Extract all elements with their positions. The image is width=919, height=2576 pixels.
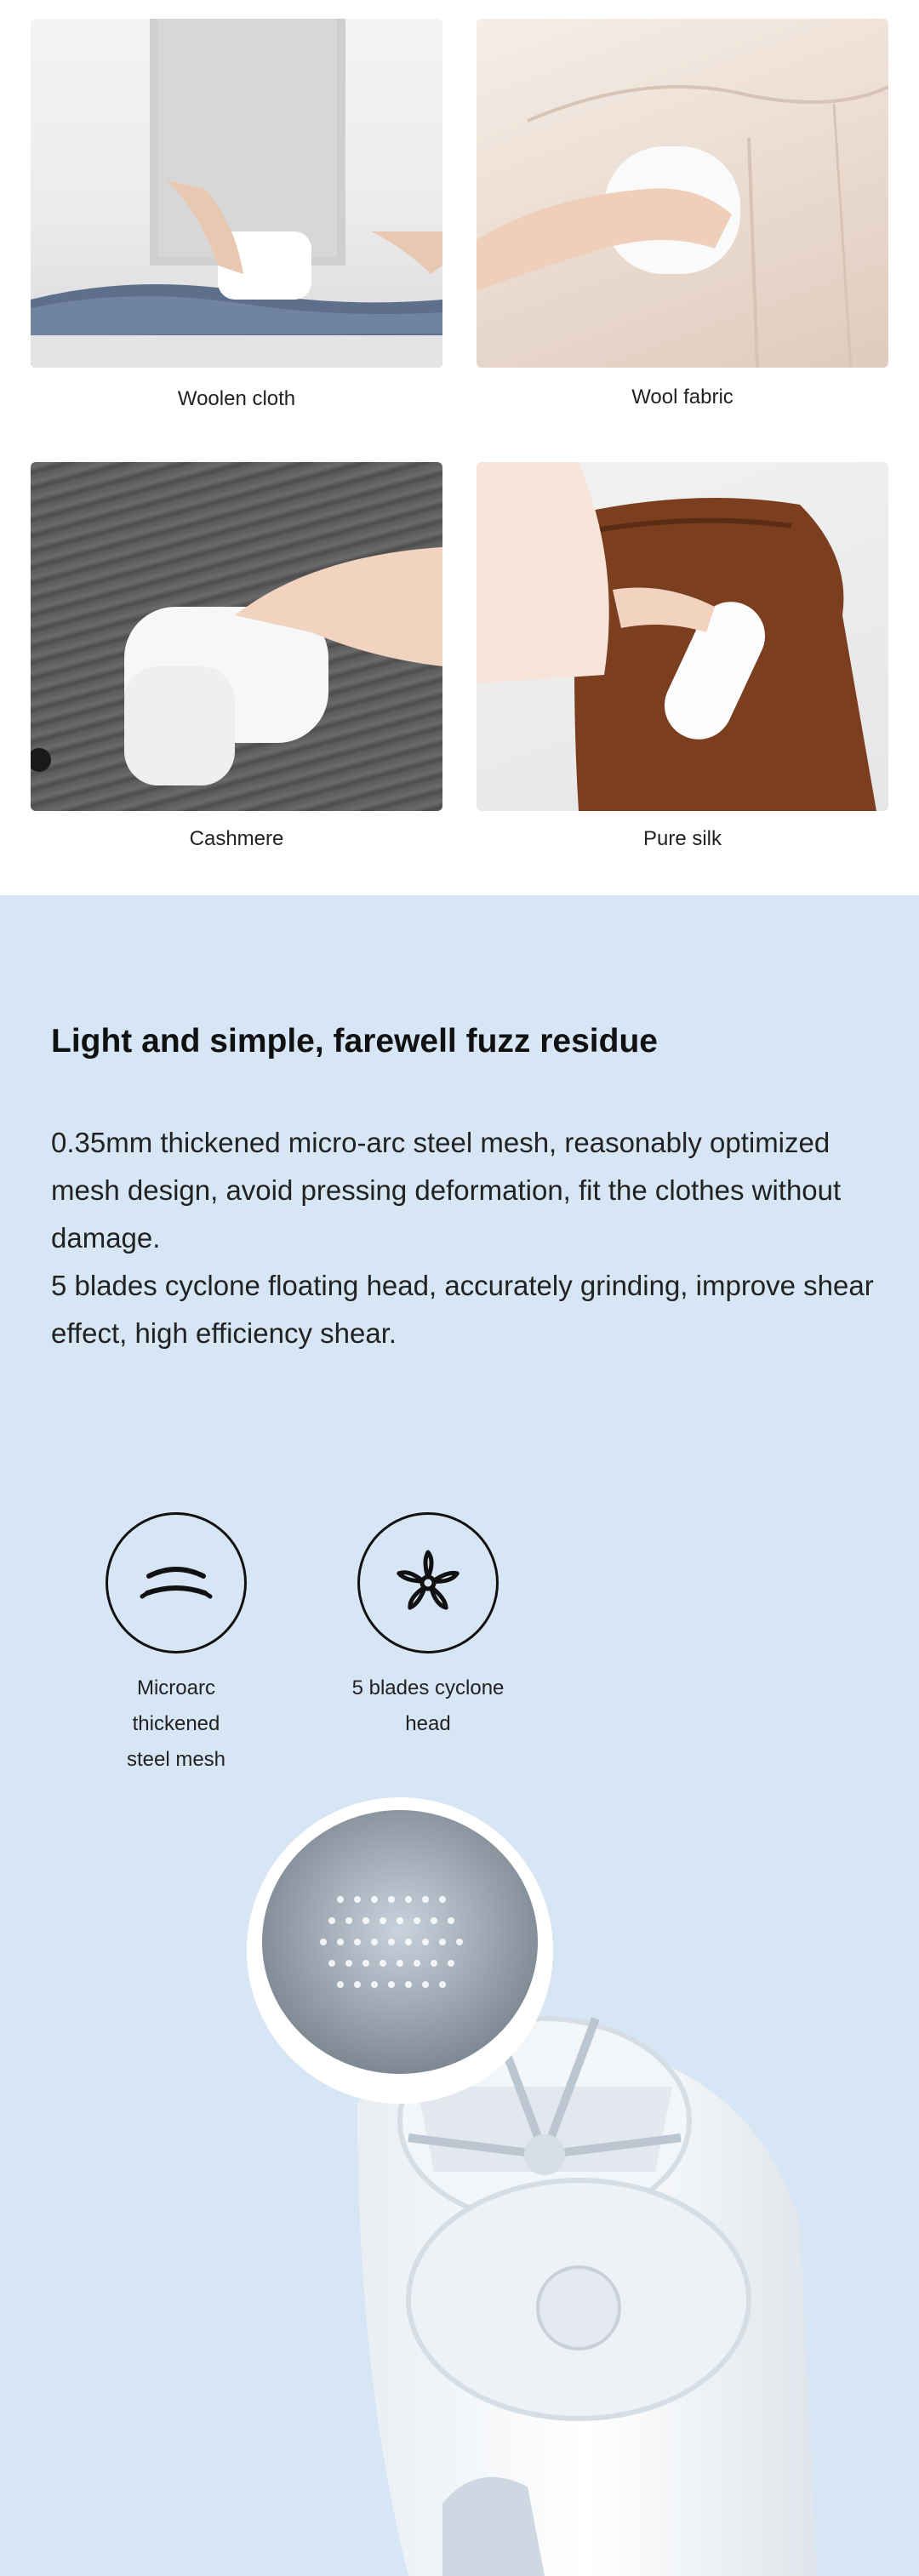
caption-woolen-cloth: Woolen cloth [177, 387, 296, 410]
section-title: Light and simple, farewell fuzz residue [51, 1023, 658, 1060]
section-description [51, 1119, 885, 1357]
feature-cyclone-head [343, 1512, 513, 1742]
cashmere-photo [31, 462, 442, 811]
product-illustration [0, 1780, 919, 2576]
feature-2-label-line1: 5 blades cyclone [351, 1676, 505, 1699]
feature-steel-mesh [91, 1512, 261, 1778]
woolen-cloth-photo [31, 19, 442, 368]
feature-section [0, 895, 919, 2576]
caption-wool-fabric: Wool fabric [631, 386, 733, 408]
wool-fabric-photo [477, 19, 888, 368]
caption-cashmere: Cashmere [189, 827, 284, 850]
fabric-gallery [0, 0, 919, 895]
caption-pure-silk: Pure silk [642, 827, 722, 850]
pure-silk-photo [477, 462, 888, 811]
paragraph-blades: 5 blades cyclone floating head, accurately grinding, improve shear effect, high efficiency shear. [51, 1270, 874, 1349]
blade-icon [357, 1512, 499, 1654]
feature-1-label-line1: Microarc thickened [132, 1676, 220, 1735]
paragraph-mesh: 0.35mm thickened micro-arc steel mesh, reasonably optimized mesh design, avoid pressing deformation, fit the clothes without damage. [51, 1127, 842, 1254]
feature-1-label-line2: steel mesh [126, 1748, 226, 1771]
steel-mesh-icon [106, 1512, 247, 1654]
feature-2-label-line2: head [405, 1712, 451, 1735]
